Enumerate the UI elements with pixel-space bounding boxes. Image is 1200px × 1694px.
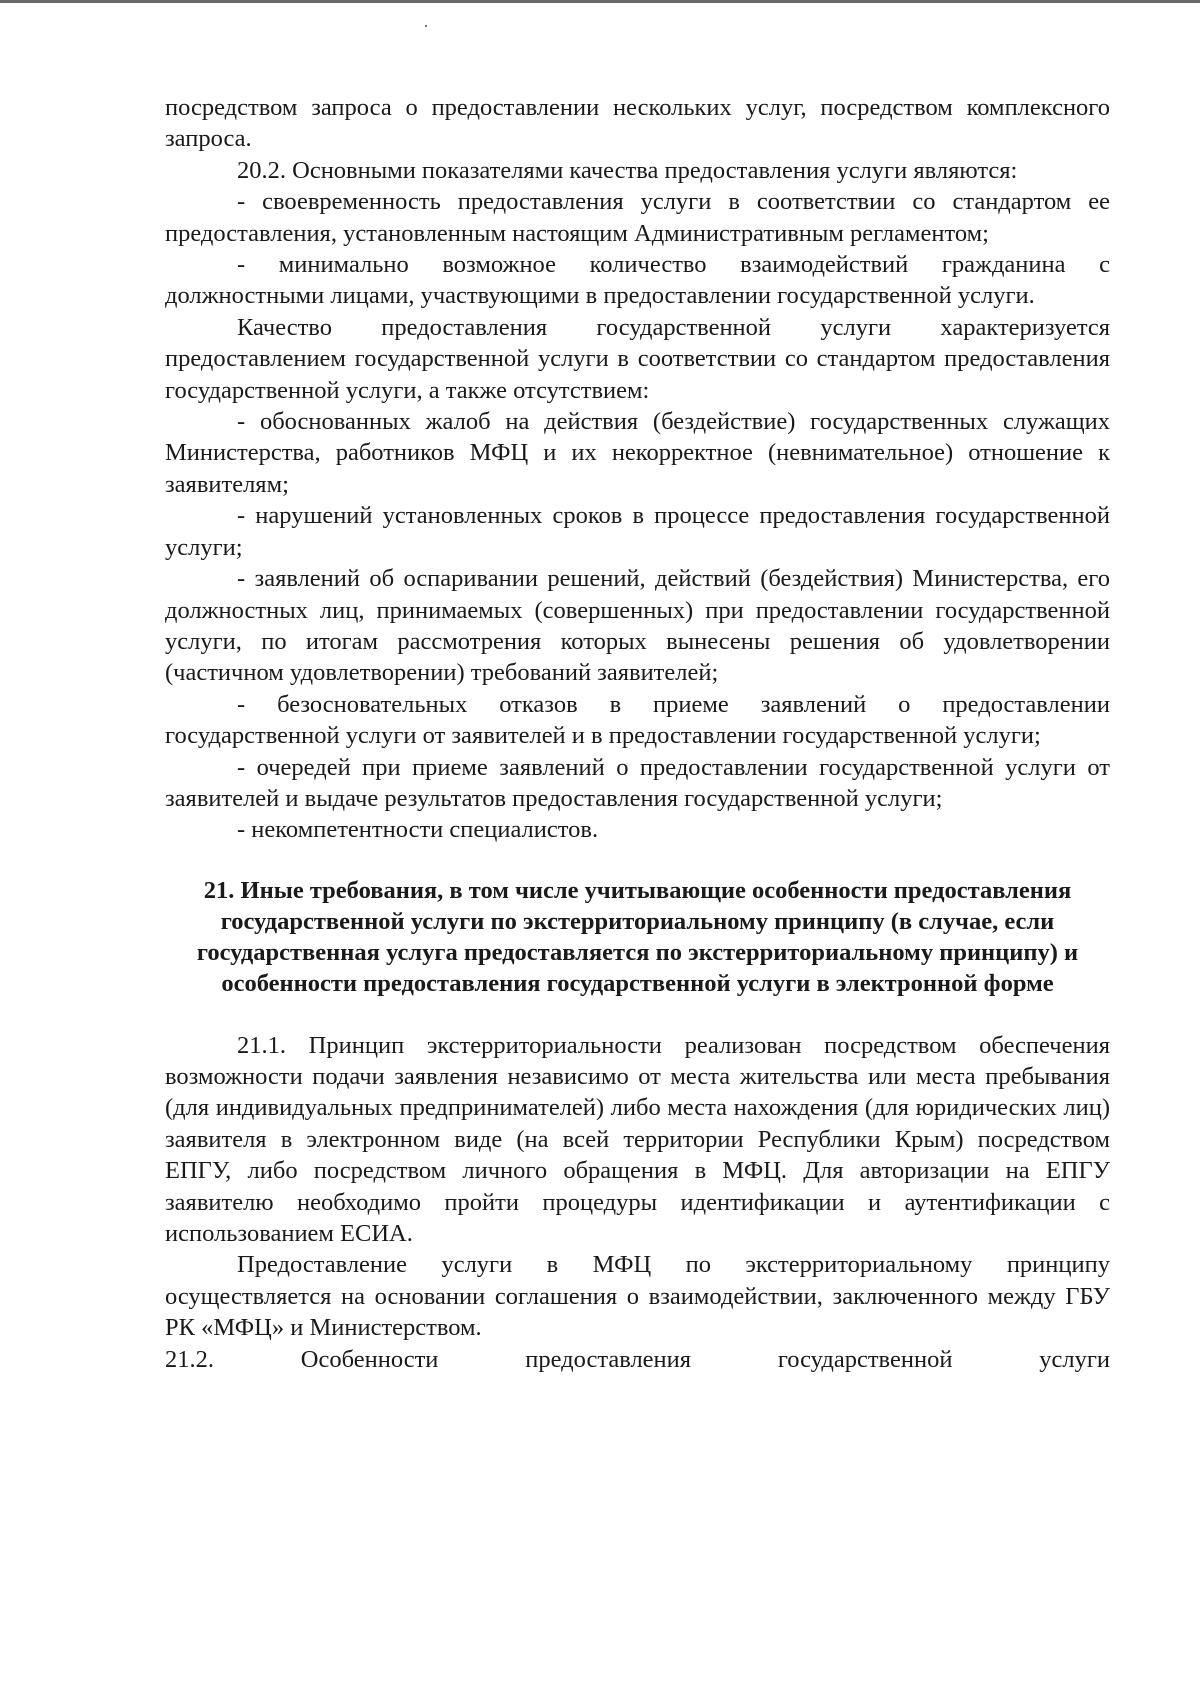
paragraph-6: - обоснованных жалоб на действия (бездействие) государственных служащих Министерства, работников МФЦ и их некорректное (невнимательное) отношение к заявителям;: [165, 408, 1110, 498]
paragraph-5: Качество предоставления государственной услуги характеризуется предоставлением государственной услуги в соответствии со стандартом предоставления государственной услуги, а также отсутствием:: [165, 313, 1110, 404]
paragraph-9: - безосновательных отказов в приеме заявлений о предоставлении государственной услуги от заявителей и в предоставлении государственной услуги;: [165, 690, 1110, 750]
paragraph-10: - очередей при приеме заявлений о предоставлении государственной услуги от заявителей и выдаче результатов предоставления государственной услуги;: [165, 753, 1110, 812]
paragraph-11: - некомпетентности специалистов.: [237, 816, 599, 844]
paragraph-12: 21.1. Принцип экстерриториальности реализован посредством обеспечения возможности подачи заявления независимо от места жительства или места пребывания (для индивидуальных предпринимателей) либо места нахождения (для юридических лиц) заявителя в электронном виде (на всей территории Республики Крым) посредством ЕПГУ, либо посредством личного обращения в МФЦ. Для авторизации на ЕПГУ заявителю необходимо пройти процедуры идентификации и аутентификации с использованием ЕСИА.: [165, 1031, 1110, 1247]
paragraph-13: Предоставление услуги в МФЦ по экстерриториальному принципу осуществляется на основании соглашения о взаимодействии, заключенного между ГБУ РК «МФЦ» и Министерством.: [165, 1251, 1110, 1342]
paragraph-1: посредством запроса о предоставлении нескольких услуг, посредством комплексного запроса.: [165, 94, 1110, 153]
document-page: [165, 92, 1110, 1375]
section-heading: 21. Иные требования, в том числе учитывающие особенности предоставления государственной услуги по экстерриториальному принципу (в случае, если государственная услуга предоставляется по экстерриториальному принципу) и особенности предоставления государственной услуги в электронной форме: [196, 876, 1079, 998]
paragraph-4: - минимально возможное количество взаимодействий гражданина с должностными лицами, участвующими в предоставлении государственной услуги.: [165, 251, 1110, 310]
paragraph-7: - нарушений установленных сроков в процессе предоставления государственной услуги;: [165, 502, 1110, 561]
paragraph-14: 21.2. Особенности предоставления государственной услуги: [165, 1345, 1110, 1373]
scan-top-edge: [0, 0, 1200, 3]
paragraph-3: - своевременность предоставления услуги в соответствии со стандартом ее предоставления, установленным настоящим Административным регламентом;: [165, 188, 1110, 247]
paragraph-8: - заявлений об оспаривании решений, действий (бездействия) Министерства, его должностных лиц, принимаемых (совершенных) при предоставлении государственной услуги, по итогам рассмотрения которых вынесены решения об удовлетворении (частичном удовлетворении) требований заявителей;: [165, 565, 1110, 687]
paragraph-2: 20.2. Основными показателями качества предоставления услуги являются:: [237, 156, 1018, 184]
scan-speck: [425, 25, 427, 27]
